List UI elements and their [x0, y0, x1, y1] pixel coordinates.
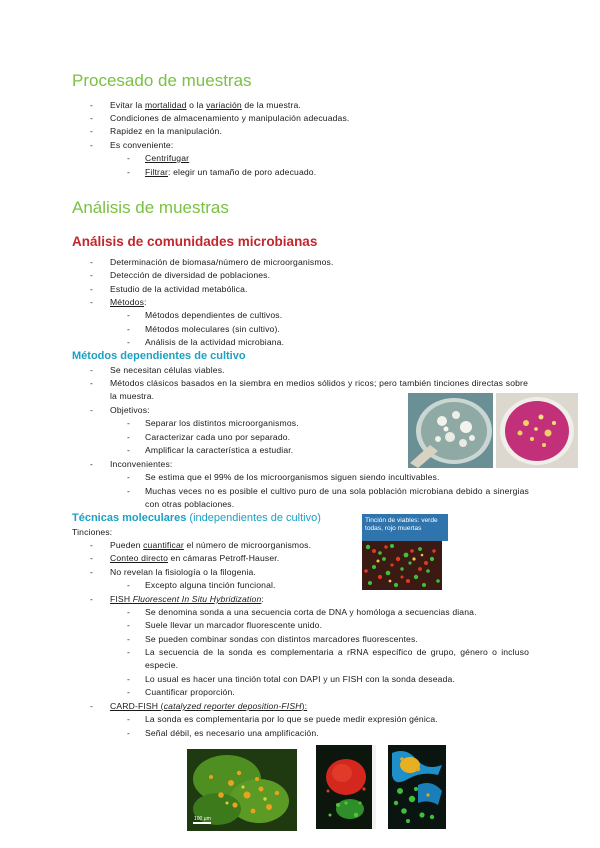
sub-list-item: - Métodos moleculares (sin cultivo).	[127, 324, 281, 334]
sub-list-item: - Cuantificar proporción.	[127, 687, 235, 697]
sub-list-item: - Análisis de la actividad microbiana.	[127, 337, 285, 347]
sub-list-item: - Excepto alguna tinción funcional.	[127, 580, 276, 590]
tinciones-label: Tinciones:	[72, 527, 113, 537]
list-item: - Estudio de la actividad metabólica.	[90, 284, 248, 294]
micrograph-scale-label: 100 µm	[194, 816, 211, 822]
subheading-moleculares: Técnicas moleculares (independientes de cultivo)	[72, 512, 321, 524]
heading-analisis: Análisis de muestras	[72, 198, 229, 217]
list-item: - Se necesitan células viables.	[90, 365, 225, 375]
list-item: - Detección de diversidad de poblaciones.	[90, 270, 271, 280]
sub-list-item: - Suele llevar un marcador fluorescente unido.	[127, 620, 323, 630]
list-item: - CARD-FISH (catalyzed reporter deposition-FISH):	[90, 701, 308, 711]
viability-stain-figure	[362, 514, 448, 590]
sub-list-item: - Lo usual es hacer una tinción total con DAPI y un FISH con la sonda deseada.	[127, 674, 455, 684]
list-item: - FISH Fluorescent In Situ Hybridization:	[90, 594, 264, 604]
list-item: - Rapidez en la manipulación.	[90, 126, 223, 136]
viability-caption: Tinción de viables: verde todas, rojo muertas	[362, 514, 448, 541]
sub-list-item: - Filtrar: elegir un tamaño de poro adecuado.	[127, 167, 317, 177]
fish-micrograph-2	[316, 745, 376, 829]
list-item: - Pueden cuantificar el número de microorganismos.	[90, 540, 312, 550]
subheading-comunidades: Análisis de comunidades microbianas	[72, 234, 318, 249]
sub-list-item: - Centrifugar	[127, 153, 190, 163]
list-item: - No revelan la fisiología o la filogenia.	[90, 567, 256, 577]
sub-list-item: - Métodos dependientes de cultivos.	[127, 310, 283, 320]
fish-micrograph-3	[388, 745, 446, 829]
petri-dish-photo-1	[408, 393, 493, 468]
petri-dish-photo-2	[496, 393, 578, 468]
list-item: - Conteo directo en cámaras Petroff-Hauser.	[90, 553, 280, 563]
sub-list-item: - Muchas veces no es posible el cultivo puro de una sola población microbiana debido a sinergias con otras poblaciones.	[127, 486, 529, 510]
fish-micrograph-1	[187, 749, 297, 831]
list-item: - Es conveniente:	[90, 140, 174, 150]
sub-list-item: - La secuencia de la sonda es complementaria a rRNA específico de grupo, género o incluso especie.	[127, 647, 529, 671]
list-item: - Evitar la mortalidad o la variación de la muestra.	[90, 99, 301, 112]
sub-list-item: - Se denomina sonda a una secuencia corta de DNA y homóloga a secuencias diana.	[127, 607, 477, 617]
list-item: - Determinación de biomasa/número de microorganismos.	[90, 257, 334, 267]
sub-list-item: - Señal débil, es necesario una amplificación.	[127, 728, 319, 738]
list-item: - Condiciones de almacenamiento y manipulación adecuadas.	[90, 113, 350, 123]
sub-list-item: - Amplificar la característica a estudiar.	[127, 445, 294, 455]
sub-list-item: - Separar los distintos microorganismos.	[127, 418, 299, 428]
sub-list-item: - Caracterizar cada uno por separado.	[127, 432, 291, 442]
sub-list-item: - La sonda es complementaria por lo que se puede medir expresión génica.	[127, 714, 438, 724]
list-item: - Inconvenientes:	[90, 459, 173, 469]
list-item: - Métodos clásicos basados en la siembra en medios sólidos y ricos; pero también tinciones directas sobre la muestra.	[90, 378, 528, 402]
bullet-dash: -	[90, 100, 94, 110]
sub-list-item: - Se estima que el 99% de los microorganismos siguen siendo incultivables.	[127, 472, 440, 482]
list-item: - Métodos:	[90, 297, 147, 307]
heading-procesado: Procesado de muestras	[72, 71, 252, 90]
subheading-dependientes: Métodos dependientes de cultivo	[72, 350, 246, 362]
list-item: - Objetivos:	[90, 405, 150, 415]
sub-list-item: - Se pueden combinar sondas con distintos marcadores fluorescentes.	[127, 634, 418, 644]
